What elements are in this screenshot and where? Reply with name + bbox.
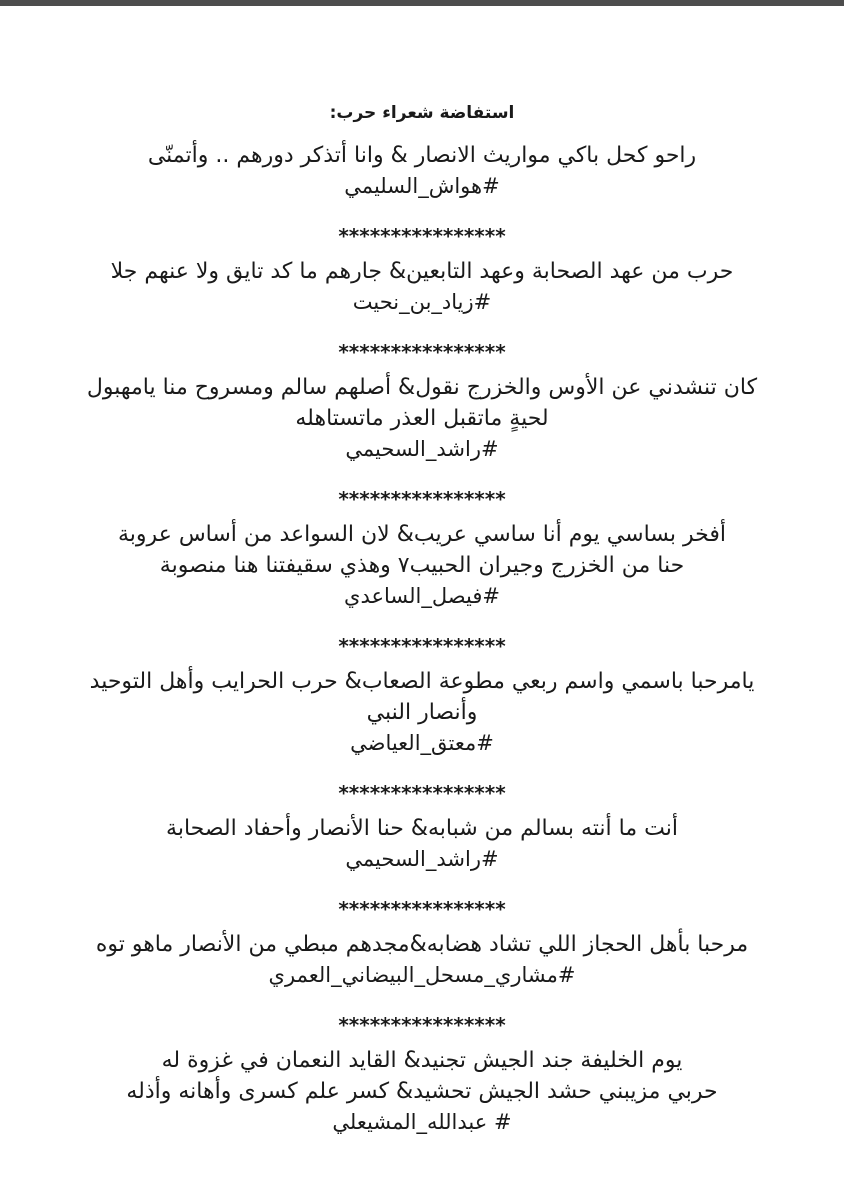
separator-stars: ****************: [338, 340, 506, 364]
separator-stars: ****************: [338, 224, 506, 248]
poem-block: [60, 519, 784, 612]
poet-hashtag: #مشاري_مسحل_البيضاني_العمري: [268, 963, 576, 987]
poem-block: [60, 1045, 784, 1138]
poem-line: أفخر بساسي يوم أنا ساسي عريب& لان السواعد من أساس عروبة: [118, 522, 726, 547]
poem-list: [60, 140, 784, 1138]
separator-stars: ****************: [338, 487, 506, 511]
poet-hashtag: #راشد_السحيمي: [345, 847, 499, 871]
poem-line: يوم الخليفة جند الجيش تجنيد& القايد النعمان في غزوة له: [161, 1048, 683, 1073]
poem-line: حرب من عهد الصحابة وعهد التابعين& جارهم ما كد تايق ولا عنهم جلا: [110, 259, 734, 284]
poem-block: [60, 666, 784, 759]
separator-stars: ****************: [338, 1013, 506, 1037]
poem-line: حربي مزيبني حشد الجيش تحشيد& كسر علم كسرى وأهانه وأذله: [126, 1079, 718, 1104]
poem-block: [60, 372, 784, 465]
poem-line: مرحبا بأهل الحجاز اللي تشاد هضابه&مجدهم مبطي من الأنصار ماهو توه: [95, 932, 749, 957]
poet-hashtag: #زياد_بن_نحيت: [352, 290, 492, 314]
poem-block: [60, 929, 784, 991]
document-page: [60, 100, 784, 1138]
separator-stars: ****************: [338, 781, 506, 805]
poem-block: [60, 813, 784, 875]
poet-hashtag: #معتق_العياضي: [350, 731, 494, 755]
poem-line: أنت ما أنته بسالم من شبابه& حنا الأنصار وأحفاد الصحابة: [166, 816, 678, 841]
poet-hashtag: #فيصل_الساعدي: [344, 584, 500, 608]
poem-line: كان تنشدني عن الأوس والخزرج نقول& أصلهم سالم ومسروح منا يامهبول: [86, 375, 758, 400]
document-title: استفاضة شعراء حرب:: [329, 103, 515, 123]
poet-hashtag: #هواش_السليمي: [344, 174, 500, 198]
poem-block: [60, 256, 784, 318]
poem-line: حنا من الخزرج وجيران الحبيب٧ وهذي سقيفتنا هنا منصوبة: [159, 553, 685, 578]
top-edge-bar: [0, 0, 844, 6]
poem-line: لحيةٍ ماتقبل العذر ماتستاهله: [295, 406, 549, 431]
separator-stars: ****************: [338, 634, 506, 658]
separator-stars: ****************: [338, 897, 506, 921]
poem-line: راحو كحل باكي مواريث الانصار & وانا أتذكر دورهم .. وأتمنّى: [147, 143, 697, 168]
poem-block: [60, 140, 784, 202]
poet-hashtag: # عبدالله_المشيعلي: [332, 1110, 512, 1134]
poem-line: يامرحبا باسمي واسم ربعي مطوعة الصعاب& حرب الحرايب وأهل التوحيد وأنصار النبي: [89, 669, 755, 725]
poet-hashtag: #راشد_السحيمي: [345, 437, 499, 461]
